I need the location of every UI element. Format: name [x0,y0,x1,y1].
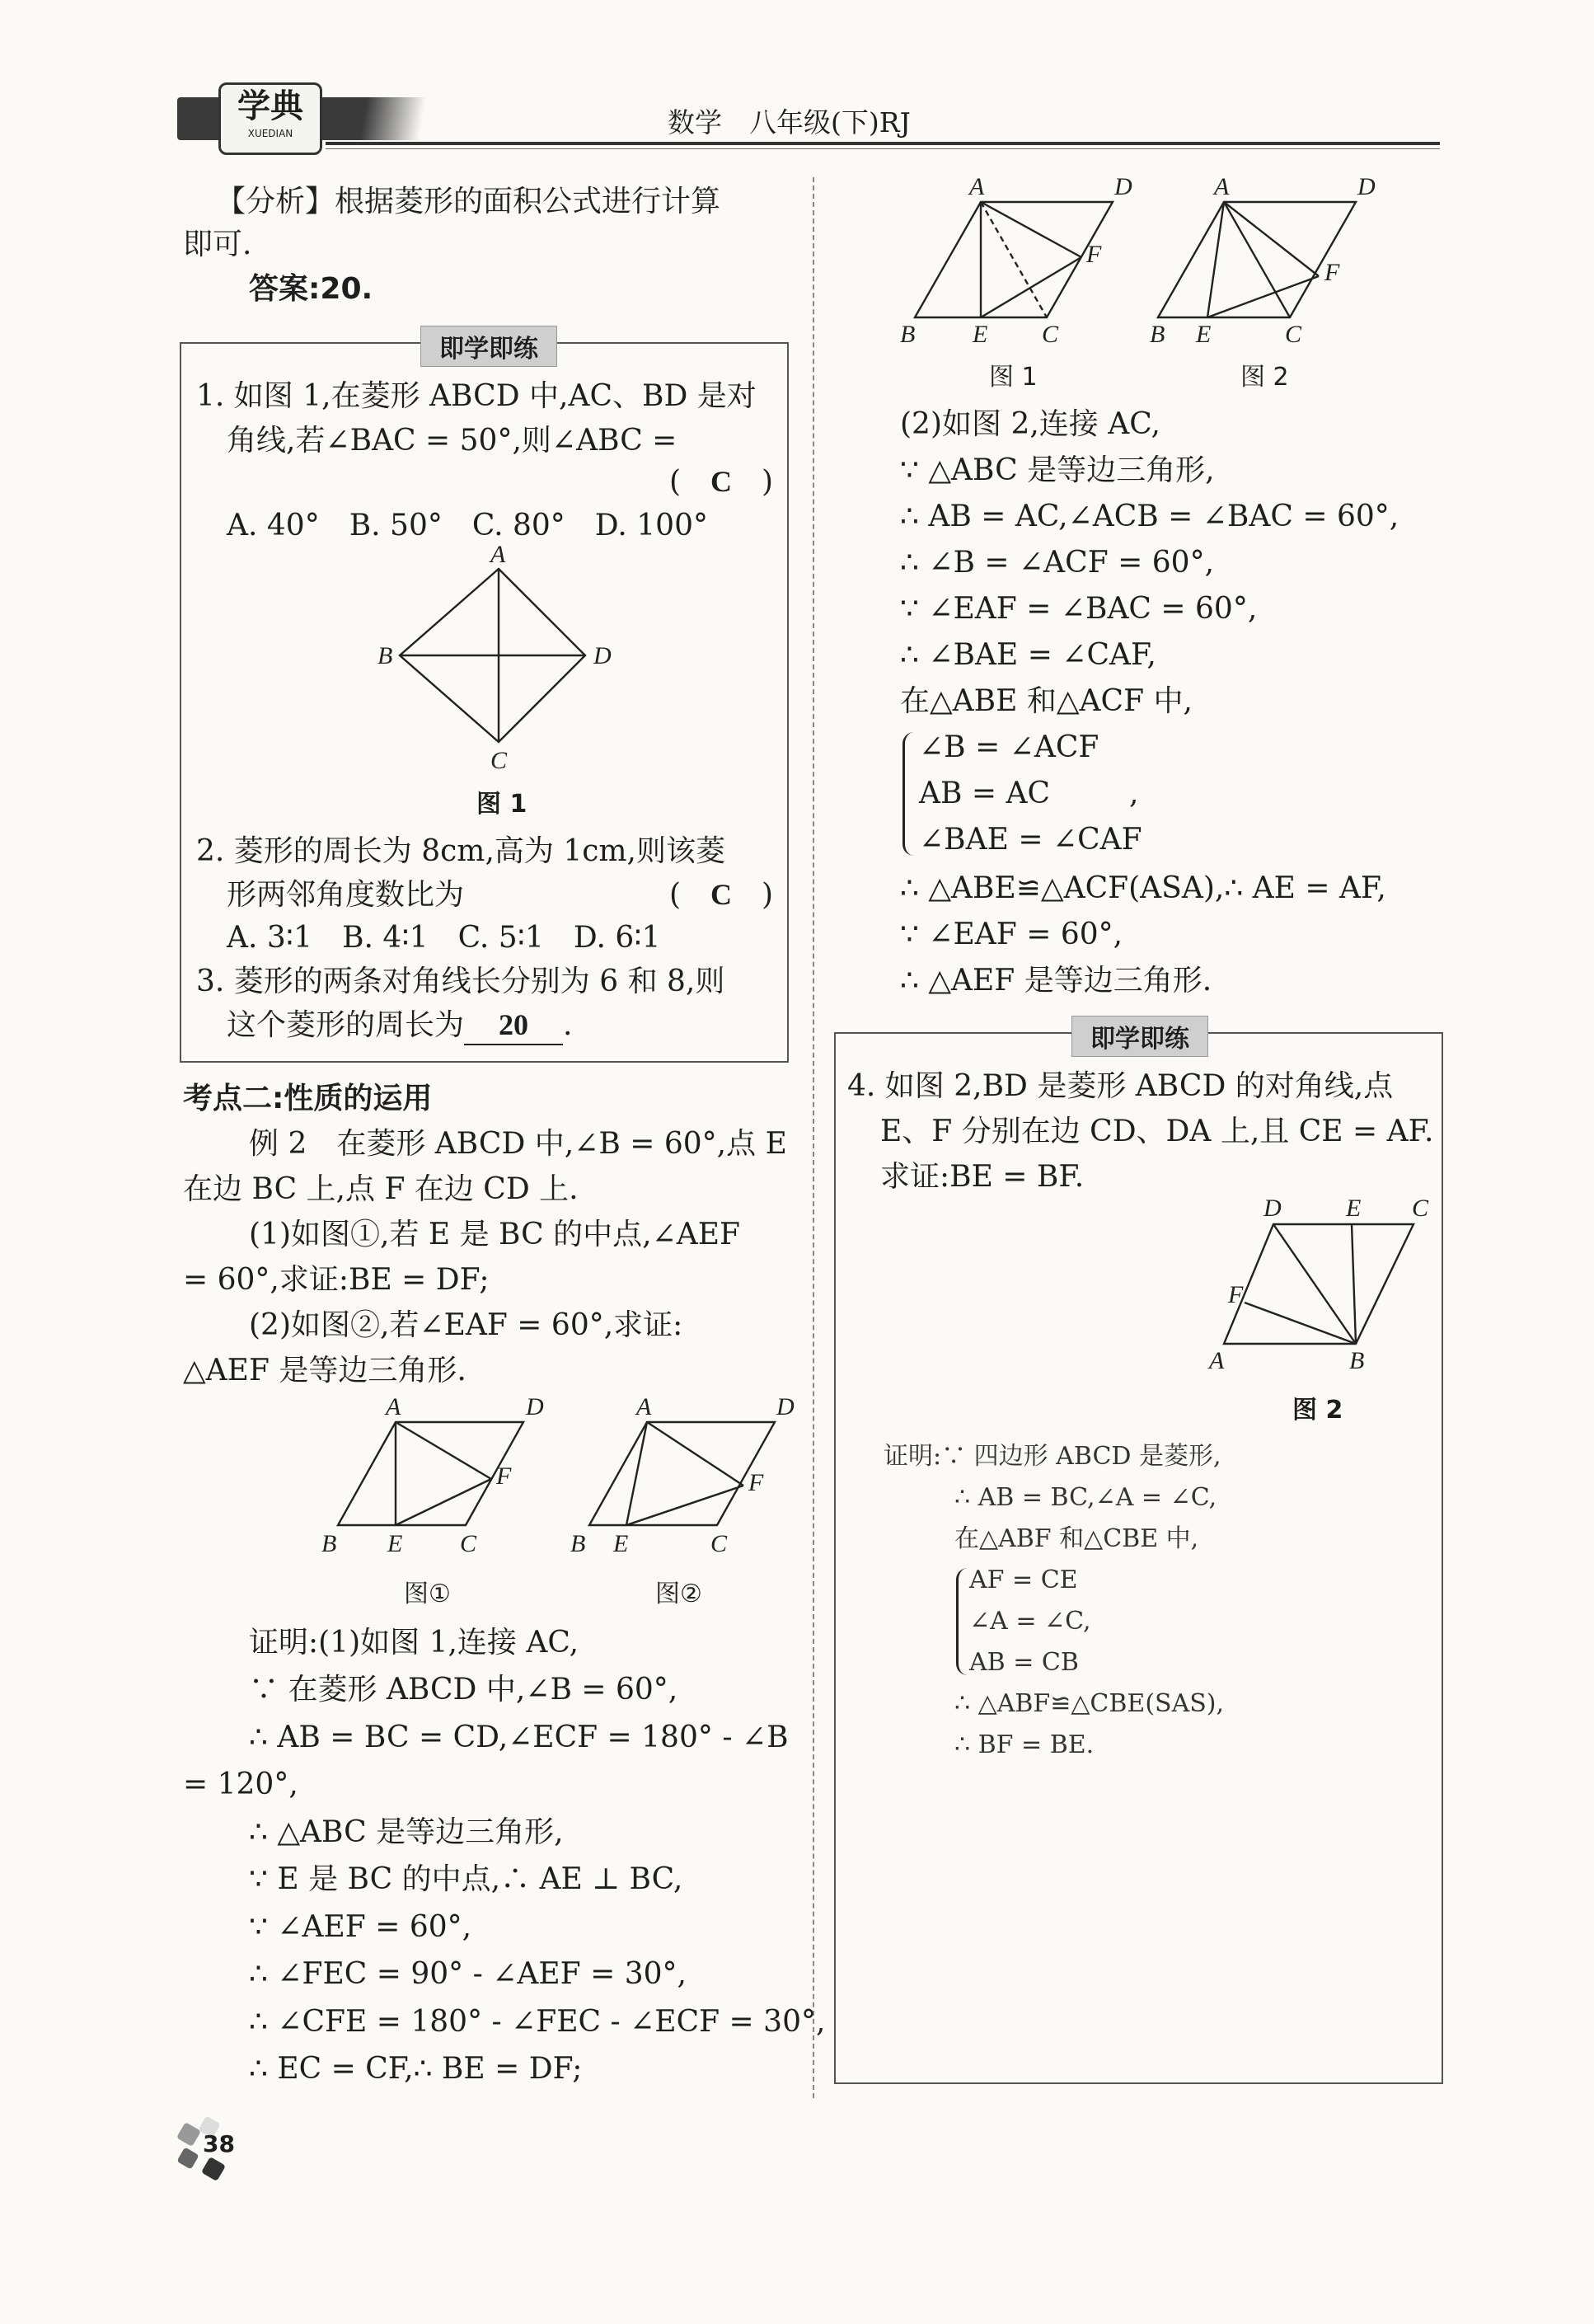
q4-line-2: E、F 分别在边 CD、DA 上,且 CE = AF. [880,1115,1434,1148]
logo-en: XUEDIAN [247,128,293,139]
proof2-line-7: 在△ABE 和△ACF 中, [900,684,1193,718]
q3-line-2: 这个菱形的周长为 20 . [227,1007,572,1045]
logo [218,82,322,155]
column-divider [813,177,814,2098]
section-title: 考点二:性质的运用 [183,1082,433,1115]
right-caption-1: 图 1 [989,363,1038,392]
hand-end-2: ∴ BF = BE. [954,1730,1095,1759]
q2-line-2: 形两邻角度数比为 [227,878,465,912]
q4-line-1: 4. 如图 2,BD 是菱形 ABCD 的对角线,点 [847,1069,1394,1103]
example-line-1: 例 2 在菱形 ABCD 中,∠B = 60°,点 E [249,1127,787,1161]
analysis-line-2: 即可. [183,228,252,261]
header-wedge [321,97,445,140]
q1-answer: C [710,465,733,498]
system-line-1: ∠B = ∠ACF [919,730,1099,764]
proof-line-7: ∵ ∠AEF = 60°, [249,1910,472,1944]
q1-label-b: B [377,642,393,669]
svg-text:D: D [1263,1195,1282,1222]
q3-answer: 20 [499,1008,529,1041]
proof2-line-4: ∴ ∠B = ∠ACF = 60°, [900,546,1215,580]
header-subject: 数学 八年级(下)RJ [668,106,911,139]
hex-decoration [201,2157,226,2181]
example-figure-2 [560,1393,795,1558]
proof2-line-5: ∵ ∠EAF = ∠BAC = 60°, [900,592,1258,626]
hand-end-1: ∴ △ABF≌△CBE(SAS), [954,1689,1225,1718]
practice-tag-1: 即学即练 [420,326,557,367]
system-brace [902,732,917,856]
practice-tag-2: 即学即练 [1071,1016,1208,1057]
svg-text:B: B [1150,321,1165,348]
proof2-end-1: ∴ △ABE≌△ACF(ASA),∴ AE = AF, [900,871,1386,905]
svg-text:B: B [1349,1347,1365,1374]
hand-system-2: ∠A = ∠C, [969,1607,1091,1636]
q1-label-a: A [490,541,506,568]
example-line-5: (2)如图②,若∠EAF = 60°,求证: [249,1308,683,1342]
svg-text:A: A [969,173,985,200]
example-caption-1: 图① [404,1580,451,1608]
right-caption-2: 图 2 [1240,363,1289,392]
example-line-3: (1)如图①,若 E 是 BC 的中点,∠AEF [249,1218,741,1251]
example-line-4: = 60°,求证:BE = DF; [183,1263,490,1297]
svg-text:D: D [526,1393,544,1420]
svg-text:D: D [776,1393,795,1420]
svg-text:C: C [1285,321,1302,348]
proof2-end-2: ∵ ∠EAF = 60°, [900,918,1123,951]
q4-line-3: 求证:BE = BF. [880,1160,1085,1194]
svg-text:E: E [387,1530,403,1557]
proof-line-10: ∴ EC = CF,∴ BE = DF; [249,2052,583,2086]
svg-text:B: B [900,321,916,348]
proof-text-1: 证明:(1)如图 1,连接 AC, [249,1626,579,1660]
proof2-end-3: ∴ △AEF 是等边三角形. [900,964,1212,998]
svg-text:B: B [570,1530,586,1557]
svg-text:E: E [1346,1195,1362,1222]
proof-line-8: ∴ ∠FEC = 90° - ∠AEF = 30°, [249,1957,687,1991]
svg-text:F: F [496,1462,512,1490]
q1-line-2: 角线,若∠BAC = 50°,则∠ABC = [227,424,677,458]
svg-text:B: B [321,1530,337,1557]
proof-line-9: ∴ ∠CFE = 180° - ∠FEC - ∠ECF = 30°, [249,2005,826,2039]
example-line-6: △AEF 是等边三角形. [183,1354,466,1387]
q3-blank [464,1007,563,1045]
svg-text:F: F [1324,259,1340,286]
hand-proof-1: 证明:∵ 四边形 ABCD 是菱形, [884,1442,1221,1471]
q1-line-1: 1. 如图 1,在菱形 ABCD 中,AC、BD 是对 [196,379,757,413]
proof2-line-3: ∴ AB = AC,∠ACB = ∠BAC = 60°, [900,500,1399,533]
right-figure-1 [890,173,1137,346]
system-line-2: AB = AC [919,777,1051,810]
q1-figure [363,541,626,775]
proof2-line-2: ∵ △ABC 是等边三角形, [900,453,1215,487]
logo-cn: 学典 [237,87,303,125]
q2-answer: C [710,878,733,911]
proof-line-6: ∵ E 是 BC 的中点,∴ AE ⊥ BC, [249,1862,683,1896]
proof-line-2: ∵ 在菱形 ABCD 中,∠B = 60°, [249,1673,678,1707]
header-rule [326,142,1440,145]
example-figure-1 [313,1393,544,1558]
svg-text:A: A [1209,1347,1225,1374]
q4-figure [1207,1191,1442,1377]
hex-decoration [176,2147,199,2169]
proof-line-5: ∴ △ABC 是等边三角形, [249,1815,564,1849]
proof2-line-6: ∴ ∠BAE = ∠CAF, [900,638,1156,672]
q3-line-2-text: 这个菱形的周长为 [227,1008,465,1042]
hex-decoration [176,2122,201,2147]
q1-options: A. 40° B. 50° C. 80° D. 100° [227,509,708,542]
analysis-line-1: 【分析】根据菱形的面积公式进行计算 [216,185,721,218]
hand-proof-2: ∴ AB = BC,∠A = ∠C, [954,1483,1217,1512]
svg-text:D: D [1114,173,1132,200]
q2-options: A. 3∶1 B. 4∶1 C. 5∶1 D. 6∶1 [227,921,661,955]
svg-text:C: C [1042,321,1059,348]
svg-text:F: F [1086,241,1102,268]
q1-caption: 图 1 [476,790,527,819]
q1-label-c: C [490,747,508,774]
q1-answer-paren: ( C ) [669,465,774,499]
svg-text:C: C [460,1530,477,1557]
svg-text:A: A [1214,173,1230,200]
svg-text:E: E [613,1530,629,1557]
svg-text:D: D [1357,173,1376,200]
hand-system-3: AB = CB [969,1648,1079,1677]
svg-text:C: C [1412,1195,1429,1222]
example-line-2: 在边 BC 上,点 F 在边 CD 上. [183,1172,579,1206]
svg-text:E: E [973,321,988,348]
hand-system-brace [956,1568,968,1675]
proof-line-4: = 120°, [183,1768,298,1801]
answer-line: 答案:20. [249,272,373,306]
hand-proof-3: 在△ABF 和△CBE 中, [954,1524,1199,1553]
right-figure-2 [1150,173,1397,346]
proof-line-3: ∴ AB = BC = CD,∠ECF = 180° - ∠B [249,1721,789,1754]
q3-line-1: 3. 菱形的两条对角线长分别为 6 和 8,则 [196,965,725,998]
svg-text:E: E [1196,321,1212,348]
proof-line-1 [249,1624,579,1661]
q1-label-d: D [593,642,612,669]
page-number: 38 [203,2130,235,2157]
svg-text:A: A [386,1393,401,1420]
q4-caption: 图 2 [1292,1396,1343,1425]
example-caption-2: 图② [655,1580,702,1608]
svg-text:A: A [636,1393,652,1420]
q2-answer-paren: ( C ) [669,878,774,912]
svg-text:F: F [1228,1281,1244,1308]
svg-text:F: F [748,1469,764,1496]
proof2-line-1: (2)如图 2,连接 AC, [900,407,1160,441]
q2-line-1: 2. 菱形的周长为 8cm,高为 1cm,则该菱 [196,834,725,868]
header-rule-thin [326,148,1440,149]
svg-text:C: C [710,1530,728,1557]
system-comma: , [1129,777,1139,810]
hand-system-1: AF = CE [969,1566,1078,1594]
system-line-3: ∠BAE = ∠CAF [919,823,1142,857]
